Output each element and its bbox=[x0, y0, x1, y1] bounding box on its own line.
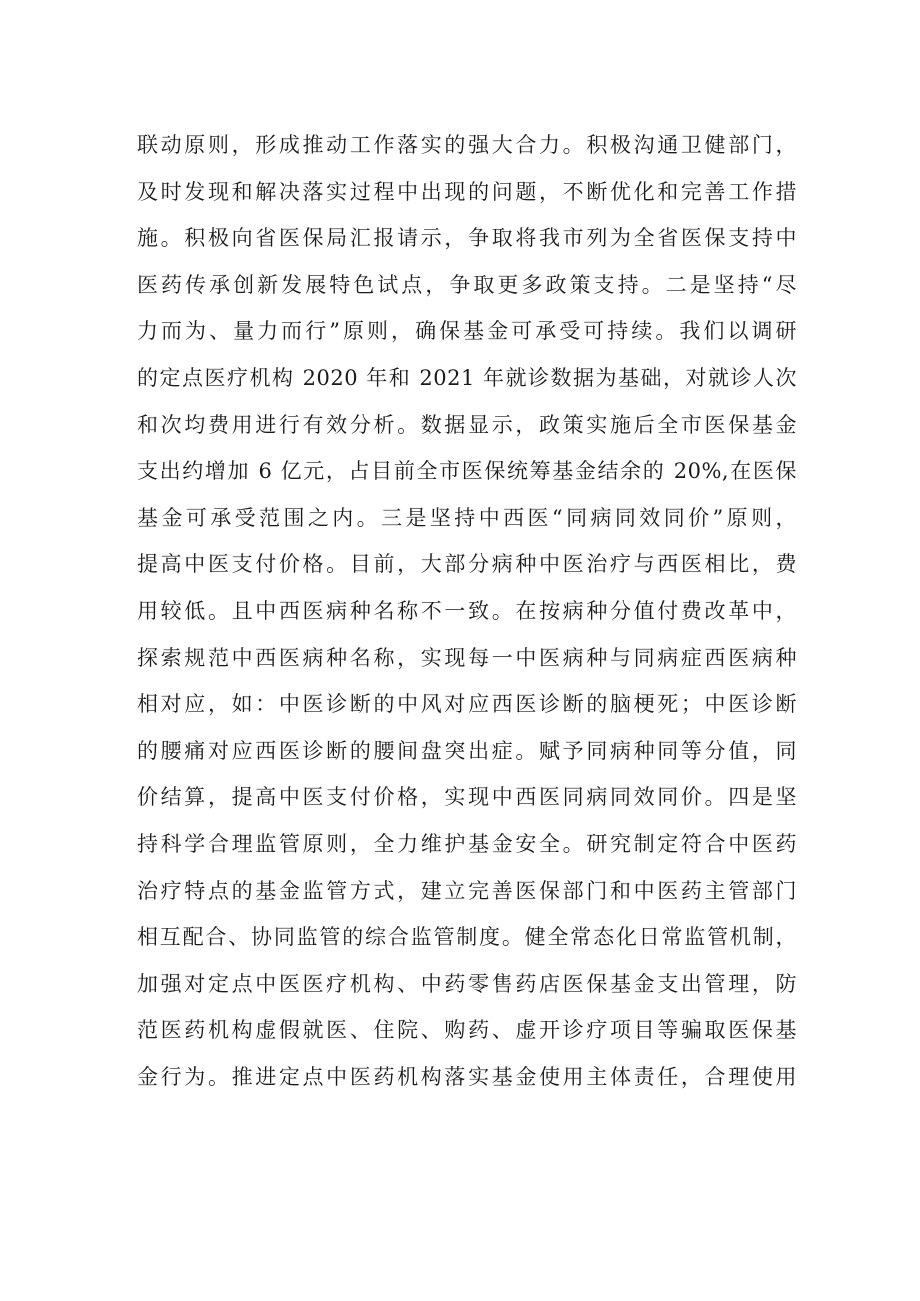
text-line: 治疗特点的基金监管方式，建立完善医保部门和中医药主管部门 bbox=[137, 878, 797, 903]
body-paragraph bbox=[137, 122, 797, 1100]
text-line: 的腰痛对应西医诊断的腰间盘突出症。赋予同病种同等分值，同 bbox=[137, 738, 797, 763]
text-line: 医药传承创新发展特色试点，争取更多政策支持。二是坚持“尽 bbox=[137, 272, 797, 297]
text-line: 的定点医疗机构 2020 年和 2021 年就诊数据为基础，对就诊人次 bbox=[137, 365, 797, 390]
text-line: 持科学合理监管原则，全力维护基金安全。研究制定符合中医药 bbox=[137, 831, 797, 856]
text-line: 基金可承受范围之内。三是坚持中西医“同病同效同价”原则， bbox=[137, 505, 797, 530]
text-line: 支出约增加 6 亿元，占目前全市医保统筹基金结余的 20%,在医保 bbox=[137, 459, 797, 484]
text-line: 相互配合、协同监管的综合监管制度。健全常态化日常监管机制， bbox=[137, 925, 797, 950]
text-line: 联动原则，形成推动工作落实的强大合力。积极沟通卫健部门， bbox=[137, 133, 797, 157]
text-line: 相对应，如：中医诊断的中风对应西医诊断的脑梗死；中医诊断 bbox=[137, 692, 797, 717]
text-line: 价结算，提高中医支付价格，实现中西医同病同效同价。四是坚 bbox=[137, 785, 797, 810]
text-line: 探索规范中西医病种名称，实现每一中医病种与同病症西医病种 bbox=[137, 645, 797, 670]
text-line: 提高中医支付价格。目前，大部分病种中医治疗与西医相比，费 bbox=[137, 552, 797, 577]
text-line: 范医药机构虚假就医、住院、购药、虚开诊疗项目等骗取医保基 bbox=[137, 1018, 797, 1043]
text-line: 金行为。推进定点中医药机构落实基金使用主体责任，合理使用 bbox=[137, 1064, 797, 1089]
text-line: 施。积极向省医保局汇报请示，争取将我市列为全省医保支持中 bbox=[137, 226, 797, 251]
text-line: 及时发现和解决落实过程中出现的问题，不断优化和完善工作措 bbox=[137, 179, 797, 204]
text-line: 用较低。且中西医病种名称不一致。在按病种分值付费改革中， bbox=[137, 598, 797, 623]
text-line: 和次均费用进行有效分析。数据显示，政策实施后全市医保基金 bbox=[137, 412, 797, 437]
text-line: 力而为、量力而行”原则，确保基金可承受可持续。我们以调研 bbox=[137, 319, 797, 344]
text-line: 加强对定点中医医疗机构、中药零售药店医保基金支出管理，防 bbox=[137, 971, 797, 996]
